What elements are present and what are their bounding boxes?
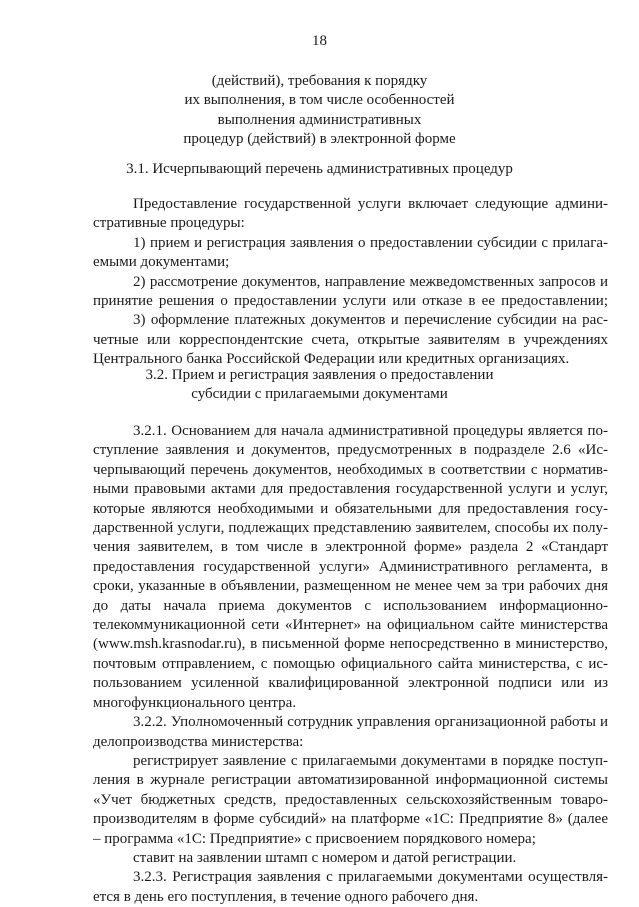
page-number: 18 <box>312 33 327 49</box>
section-3-1-body <box>93 195 608 370</box>
text-line: почтовым отправлением, с помощью официального сайта министерства, с ис- <box>93 655 608 672</box>
text-line: которые являются необходимыми и обязательными для предоставления госу- <box>93 500 608 517</box>
text-line: «Учет бюджетных средств, предоставленных сельскохозяйственным товаро- <box>93 791 608 808</box>
section-3-1-title <box>0 160 639 179</box>
heading-line: выполнения административных <box>217 111 422 128</box>
text-line: 3.2.3. Регистрация заявления с прилагаемыми документами осуществля- <box>133 869 608 886</box>
text-line: дарственной услуги, подлежащих представлению заявителем, способы их полу- <box>93 520 608 537</box>
text-line: 2) рассмотрение документов, направление межведомственных запросов и <box>133 273 608 290</box>
text-line: до даты начала приема документов с использованием информационно- <box>93 597 608 614</box>
text-line: емыми документами; <box>93 254 230 271</box>
text-line: ными правовыми актами для предоставления государственной услуги и услуг, <box>93 481 608 498</box>
text-line: – программа «1С: Предприятие» с присвоением порядкового номера; <box>93 830 536 847</box>
text-line: пользованием усиленной квалифицированной электронной подписи или из <box>93 675 608 692</box>
text-line: принятие решения о предоставлении услуги или отказе в ее предоставлении; <box>93 293 608 310</box>
text-line: ется в день его поступления, в течение одного рабочего дня. <box>93 888 479 905</box>
section-3-2-body <box>93 422 608 907</box>
text-line: черпывающий перечень документов, необходимых в соответствии с норматив- <box>93 461 608 478</box>
intro-heading <box>0 72 639 150</box>
text-line: четные или корреспондентские счета, открытые заявителям в учреждениях <box>93 331 608 348</box>
text-line: делопроизводства министерства: <box>93 733 304 750</box>
text-line: Центрального банка Российской Федерации или кредитных организациях. <box>93 351 570 368</box>
heading-line: (действий), требования к порядку <box>211 73 428 89</box>
text-line: многофункционального центра. <box>93 694 297 711</box>
text-line: 3.2.1. Основанием для начала административной процедуры является по- <box>133 423 608 439</box>
text-line: телекоммуникационной сети «Интернет» на официальном сайте министерства <box>93 617 608 634</box>
text-line: производителям в форме субсидий» на платформе «1С: Предприятие 8» (далее <box>93 811 608 828</box>
text-line: регистрирует заявление с прилагаемыми документами в порядке поступ- <box>133 752 608 769</box>
heading-line: их выполнения, в том числе особенностей <box>184 92 455 109</box>
text-line: ставит на заявлении штамп с номером и датой регистрации. <box>133 849 517 866</box>
heading-line: процедур (действий) в электронной форме <box>183 131 456 148</box>
text-line: 3.2.2. Уполномоченный сотрудник управления организационной работы и <box>133 714 608 731</box>
section-title-line: субсидии с прилагаемыми документами <box>191 386 448 403</box>
text-line: стративные процедуры: <box>93 215 245 232</box>
section-title-text: 3.1. Исчерпывающий перечень административных процедур <box>126 161 513 177</box>
text-line: 3) оформление платежных документов и перечисление субсидии на рас- <box>133 312 608 329</box>
text-line: сроки, указанные в объявлении, размещенном не менее чем за три рабочих дня <box>93 578 608 595</box>
section-3-2-title <box>0 366 639 405</box>
text-line: 1) прием и регистрация заявления о предоставлении субсидии с прилага- <box>133 234 608 251</box>
text-line: Предоставление государственной услуги включает следующие админи- <box>133 196 608 212</box>
section-title-line: 3.2. Прием и регистрация заявления о предоставлении <box>145 367 494 383</box>
text-line: чения заявителем, в том числе в электронной форме» раздела 2 «Стандарт <box>93 539 608 556</box>
text-line: предоставления государственной услуги» Административного регламента, в <box>93 558 608 575</box>
text-line: ления в журнале регистрации автоматизированной информационной системы <box>93 772 608 789</box>
text-line: (www.msh.krasnodar.ru), в письменной форме непосредственно в министерство, <box>93 636 608 653</box>
text-line: ступление заявления и документов, предусмотренных в подразделе 2.6 «Ис- <box>93 442 608 459</box>
